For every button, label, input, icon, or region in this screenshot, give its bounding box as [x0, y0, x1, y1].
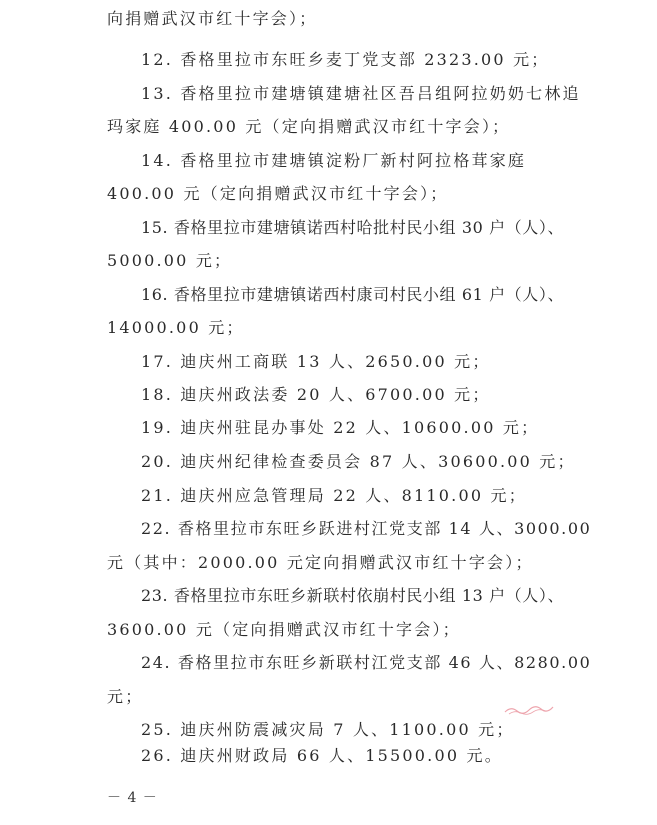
text-line: 14. 香格里拉市建塘镇淀粉厂新村阿拉格茸家庭: [141, 151, 527, 170]
text-line: 5000.00 元；: [107, 251, 233, 270]
text-line: 14000.00 元；: [107, 318, 245, 337]
text-line: 玛家庭 400.00 元（定向捐赠武汉市红十字会）；: [107, 117, 511, 136]
text-line: 23. 香格里拉市东旺乡新联村依崩村民小组 13 户（人）、: [141, 586, 565, 605]
text-line: 18. 迪庆州政法委 20 人、6700.00 元；: [141, 385, 491, 404]
text-line: 元（其中：2000.00 元定向捐赠武汉市红十字会）；: [107, 553, 534, 572]
text-line: 向捐赠武汉市红十字会）；: [107, 9, 318, 28]
text-line: 21. 迪庆州应急管理局 22 人、8110.00 元；: [141, 486, 527, 505]
text-line: 19. 迪庆州驻昆办事处 22 人、10600.00 元；: [141, 418, 540, 437]
text-line: 13. 香格里拉市建塘镇建塘社区吾吕组阿拉奶奶七林追: [141, 84, 581, 103]
text-line: 20. 迪庆州纪律检查委员会 87 人、30600.00 元；: [141, 452, 576, 471]
text-line: 26. 迪庆州财政局 66 人、15500.00 元。: [141, 746, 503, 765]
text-line: 元；: [107, 687, 144, 706]
text-line: 22. 香格里拉市东旺乡跃进村江党支部 14 人、3000.00: [141, 519, 592, 538]
text-line: 12. 香格里拉市东旺乡麦丁党支部 2323.00 元；: [141, 50, 550, 69]
text-line: 400.00 元（定向捐赠武汉市红十字会）；: [107, 184, 449, 203]
faint-stamp-mark: [503, 702, 555, 716]
page-number: － 4 －: [107, 790, 158, 806]
text-line: 15. 香格里拉市建塘镇诺西村哈批村民小组 30 户（人）、: [141, 218, 565, 237]
text-line: 3600.00 元（定向捐赠武汉市红十字会）；: [107, 620, 461, 639]
text-line: 16. 香格里拉市建塘镇诺西村康司村民小组 61 户（人）、: [141, 285, 565, 304]
text-line: 17. 迪庆州工商联 13 人、2650.00 元；: [141, 352, 491, 371]
text-line: 24. 香格里拉市东旺乡新联村江党支部 46 人、8280.00: [141, 653, 592, 672]
text-line: 25. 迪庆州防震减灾局 7 人、1100.00 元；: [141, 720, 515, 739]
